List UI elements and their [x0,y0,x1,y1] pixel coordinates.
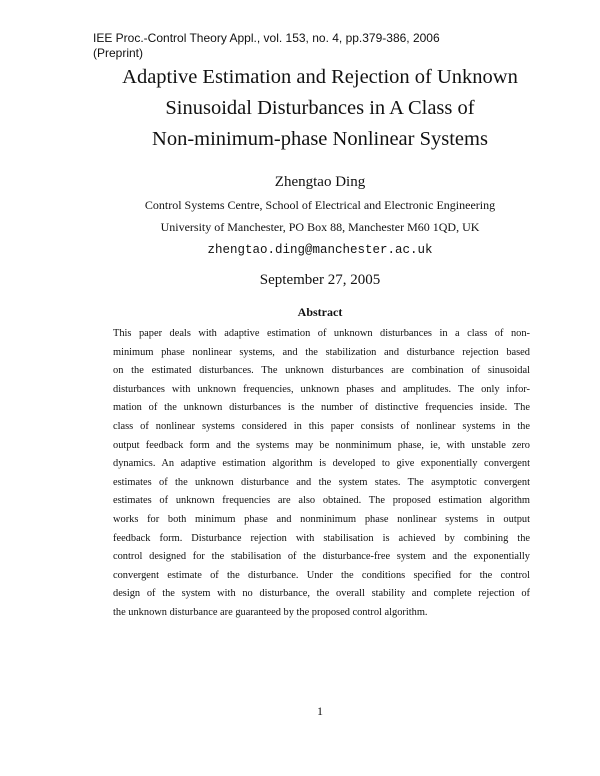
abstract-line: disturbances with unknown frequencies, unknown phases and amplitudes. The only infor- [113,383,530,395]
paper-date: September 27, 2005 [259,272,381,288]
abstract-line: convergent estimate of the disturbance. Under the conditions specified for the control [113,569,530,581]
abstract-heading: Abstract [297,305,343,319]
page-number: 1 [317,704,323,718]
paper-title-line-3: Non-minimum-phase Nonlinear Systems [152,128,488,150]
abstract-line: minimum phase nonlinear systems, and the stabilization and disturbance rejection based [113,346,530,358]
preprint-label: (Preprint) [93,46,144,60]
publication-note [93,31,440,61]
abstract-line: estimates of the unknown disturbance and the system states. The asymptotic convergent [113,476,530,488]
abstract-line: mation of the unknown disturbances is the number of distinctive frequencies inside. The [113,402,530,414]
author-name: Zhengtao Ding [274,174,366,190]
affiliation-line-1: Control Systems Centre, School of Electrical and Electronic Engineering [144,198,496,212]
abstract-line: design of the system with no disturbance, the overall stability and complete rejection of [113,588,530,600]
paper-title-line-2: Sinusoidal Disturbances in A Class of [165,97,475,119]
abstract-line: control designed for the stabilisation of the disturbance-free system and the exponentially [113,551,530,563]
abstract-line: output feedback form and the systems may be nonminimum phase, ie, with unstable zero [113,439,530,451]
abstract-line: This paper deals with adaptive estimation of unknown disturbances in a class of non- [113,328,530,339]
abstract-line: class of nonlinear systems considered in this paper consists of nonlinear systems in the [113,420,530,432]
publication-citation: IEE Proc.-Control Theory Appl., vol. 153, no. 4, pp.379-386, 2006 [93,31,440,45]
abstract-line: on the estimated disturbances. The unknown disturbances are combination of sinusoidal [113,365,530,377]
abstract-line: dynamics. An adaptive estimation algorithm is developed to give exponentially convergent [113,458,530,470]
abstract-body [113,325,530,623]
abstract-line: the unknown disturbance are guaranteed by the proposed control algorithm. [113,606,428,618]
paper-title-line-1: Adaptive Estimation and Rejection of Unknown [122,66,518,88]
author-email[interactable]: zhengtao.ding@manchester.ac.uk [207,243,433,257]
abstract-line: estimates of unknown frequencies are also obtained. The proposed estimation algorithm [113,495,530,507]
paper-title [0,62,600,155]
abstract-line: feedback form. Disturbance rejection with stabilisation is achieved by combining the [113,532,530,544]
affiliation-line-2: University of Manchester, PO Box 88, Manchester M60 1QD, UK [160,220,480,234]
abstract-line: works for both minimum phase and nonminimum phase nonlinear systems in output [113,513,530,525]
